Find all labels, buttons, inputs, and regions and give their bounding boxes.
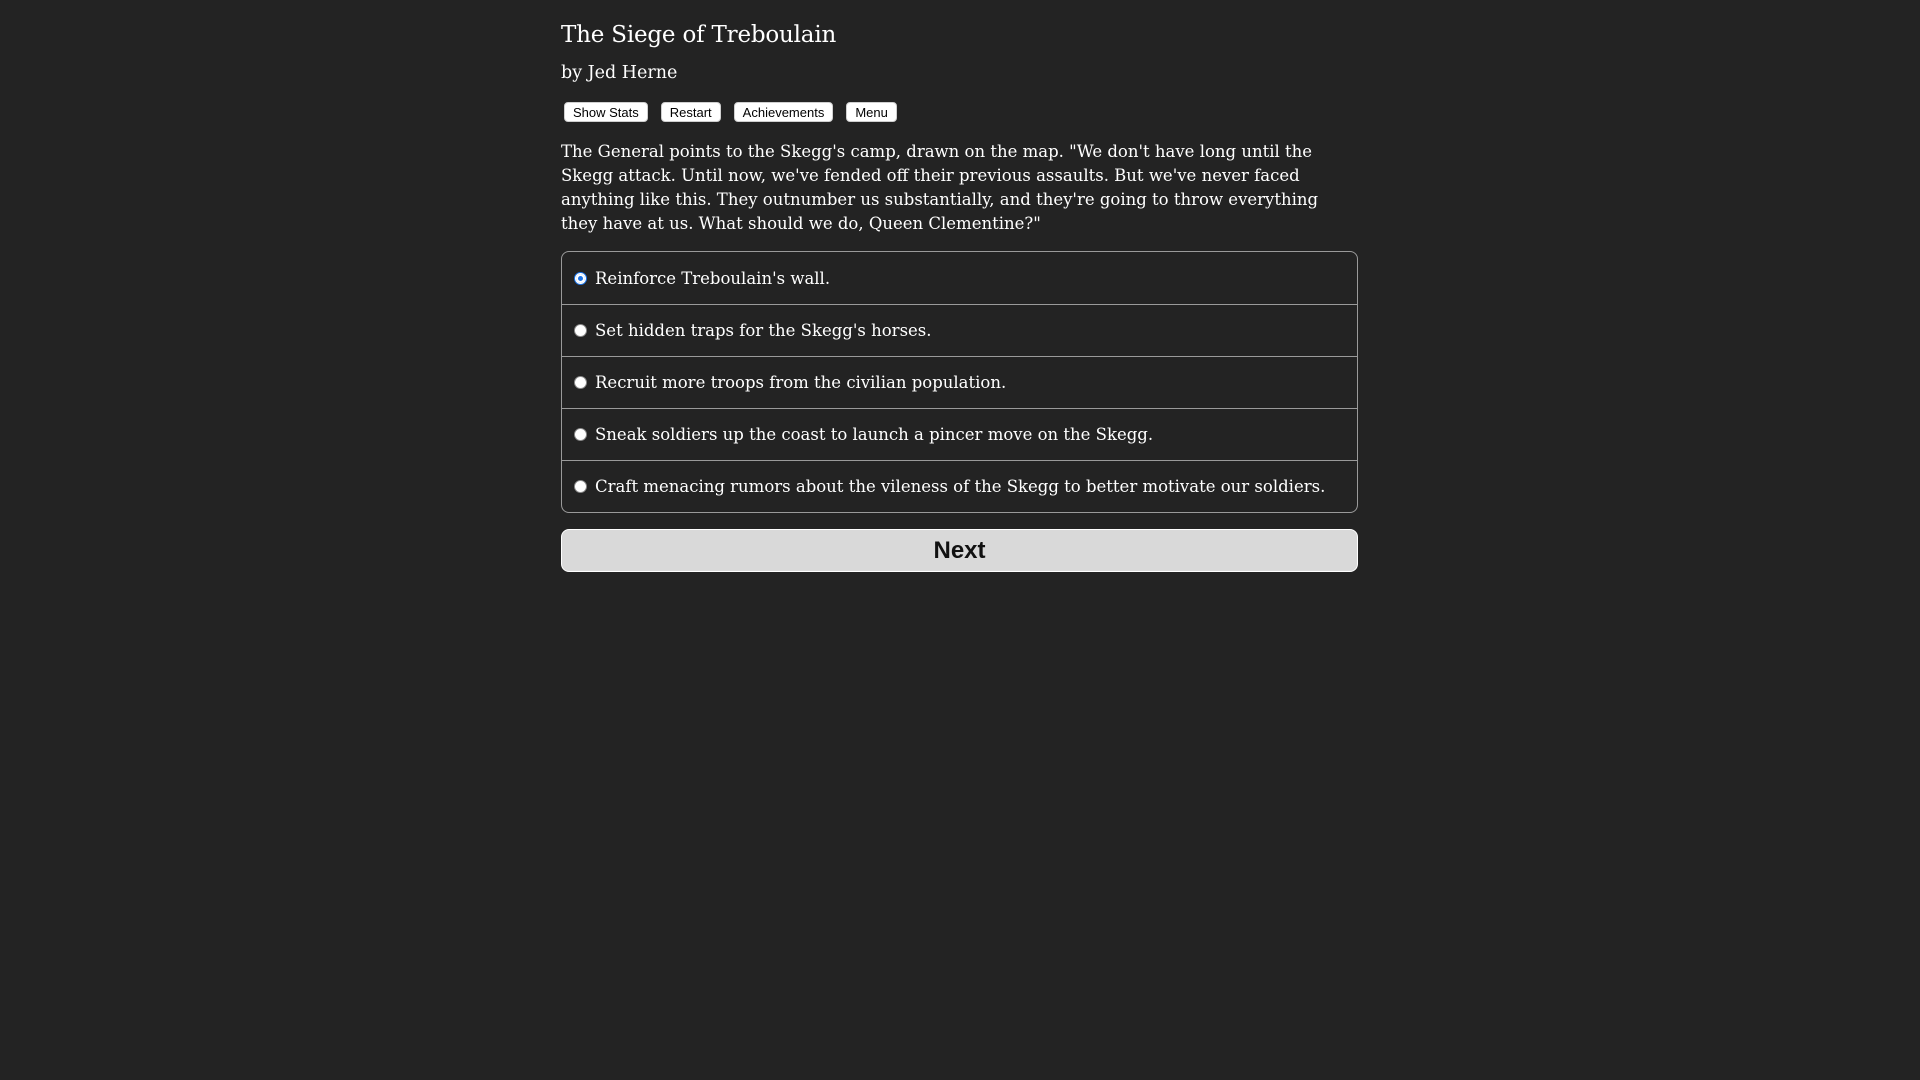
choice-option-5[interactable] [562, 460, 1357, 512]
next-button[interactable]: Next [561, 529, 1358, 572]
restart-button[interactable]: Restart [661, 102, 721, 122]
radio-unselected-icon[interactable] [574, 324, 587, 337]
choice-option-3[interactable] [562, 356, 1357, 408]
radio-unselected-icon[interactable] [574, 428, 587, 441]
game-title: The Siege of Treboulain [561, 22, 837, 48]
choice-label: Recruit more troops from the civilian population. [595, 373, 1007, 392]
choice-option-2[interactable] [562, 304, 1357, 356]
radio-unselected-icon[interactable] [574, 376, 587, 389]
show-stats-button[interactable]: Show Stats [564, 102, 648, 122]
narrative-text: The General points to the Skegg's camp, drawn on the map. "We don't have long until the Skegg attack. Until now, we've fended off their previous assaults. But we've never faced anything like this. They outnumber us substantially, and they're going to throw everything they have at us. What should we do, Queen Clementine?" [561, 142, 1319, 233]
choice-label: Set hidden traps for the Skegg's horses. [595, 321, 932, 340]
choice-label: Reinforce Treboulain's wall. [595, 268, 831, 288]
choice-option-4[interactable] [562, 408, 1357, 460]
toolbar [561, 102, 1358, 122]
choice-option-1[interactable] [562, 252, 1357, 304]
game-container [561, 18, 1358, 572]
radio-selected-icon[interactable] [574, 272, 587, 285]
choice-label: Sneak soldiers up the coast to launch a pincer move on the Skegg. [595, 425, 1154, 444]
choice-label: Craft menacing rumors about the vileness of the Skegg to better motivate our soldiers. [595, 477, 1326, 496]
achievements-button[interactable]: Achievements [734, 102, 834, 122]
radio-unselected-icon[interactable] [574, 480, 587, 493]
game-author: by Jed Herne [561, 63, 678, 83]
choice-list [561, 251, 1358, 513]
menu-button[interactable]: Menu [846, 102, 897, 122]
